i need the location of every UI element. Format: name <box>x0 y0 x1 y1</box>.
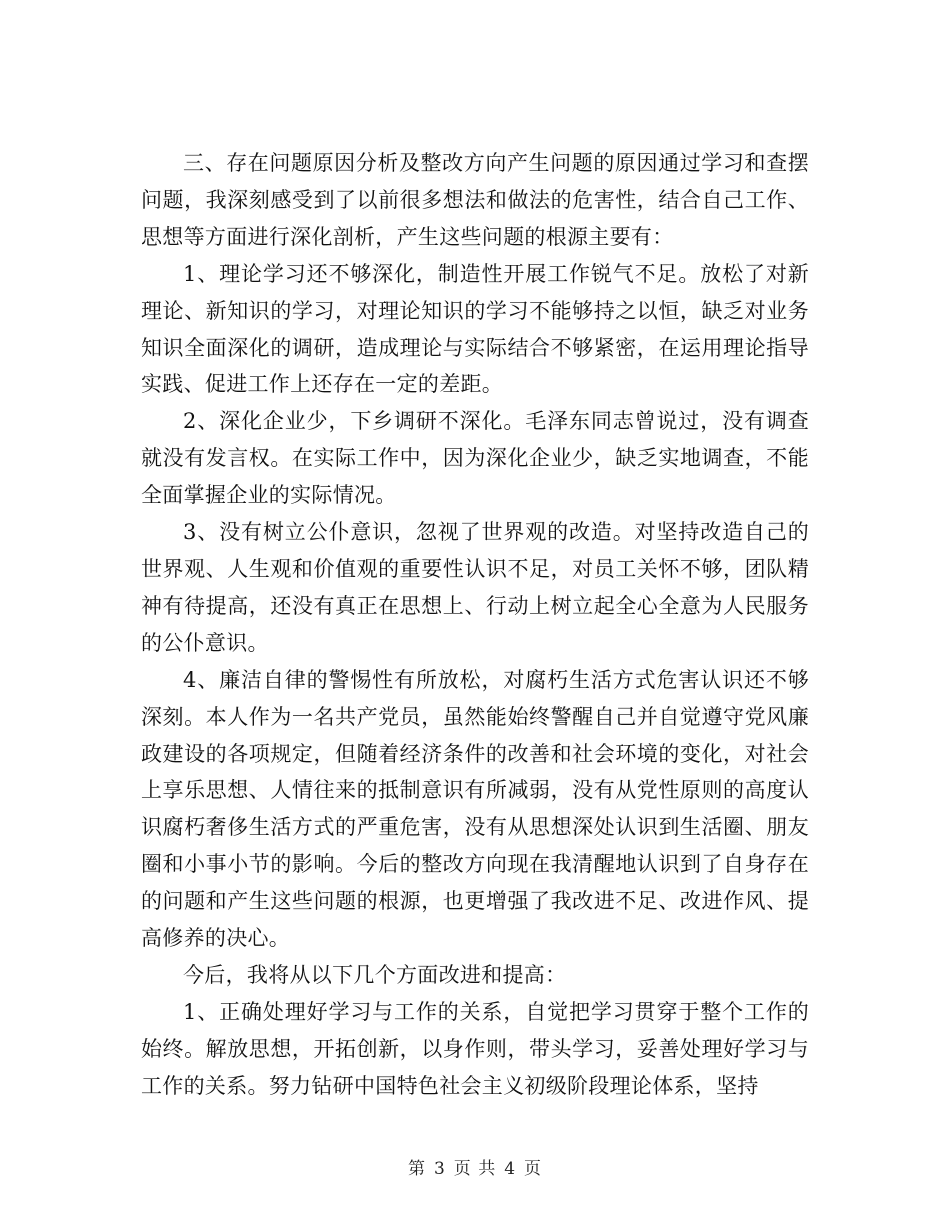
document-body <box>141 145 809 1105</box>
footer-suffix: 页 <box>524 1159 543 1179</box>
footer-middle: 页 共 <box>453 1159 497 1179</box>
footer-total-pages: 4 <box>504 1159 517 1179</box>
paragraph-public-servant: 3、没有树立公仆意识，忽视了世界观的改造。对坚持改造自己的世界观、人生观和价值观的重要性认识不足，对员工关怀不够，团队精神有待提高，还没有真正在思想上、行动上树立起全心全意为人民服务的公仆意识。 <box>141 520 809 655</box>
paragraph-integrity: 4、廉洁自律的警惕性有所放松，对腐朽生活方式危害认识还不够深刻。本人作为一名共产党员，虽然能始终警醒自己并自觉遵守党风廉政建设的各项规定，但随着经济条件的改善和社会环境的变化，对社会上享乐思想、人情往来的抵制意识有所减弱，没有从党性原则的高度认识腐朽奢侈生活方式的严重危害，没有从思想深处认识到生活圈、朋友圈和小事小节的影响。今后的整改方向现在我清醒地认识到了自身存在的问题和产生这些问题的根源，也更增强了我改进不足、改进作风、提高修养的决心。 <box>141 667 809 951</box>
paragraph-field-research: 2、深化企业少，下乡调研不深化。毛泽东同志曾说过，没有调查就没有发言权。在实际工作中，因为深化企业少，缺乏实地调查，不能全面掌握企业的实际情况。 <box>141 409 809 508</box>
page-footer <box>0 1154 950 1179</box>
paragraph-cause-analysis: 三、存在问题原因分析及整改方向产生问题的原因通过学习和查摆问题，我深刻感受到了以前很多想法和做法的危害性，结合自己工作、思想等方面进行深化剖析，产生这些问题的根源主要有： <box>141 151 809 249</box>
paragraph-theory-study: 1、理论学习还不够深化，制造性开展工作锐气不足。放松了对新理论、新知识的学习，对理论知识的学习不能够持之以恒，缺乏对业务知识全面深化的调研，造成理论与实际结合不够紧密，在运用理论指导实践、促进工作上还存在一定的差距。 <box>141 261 809 397</box>
paragraph-study-work: 1、正确处理好学习与工作的关系，自觉把学习贯穿于整个工作的始终。解放思想，开拓创新，以身作则，带头学习，妥善处理好学习与工作的关系。努力钻研中国特色社会主义初级阶段理论体系，坚持 <box>141 999 809 1098</box>
footer-prefix: 第 <box>407 1159 426 1179</box>
paragraph-improvement-intro: 今后，我将从以下几个方面改进和提高： <box>183 962 567 987</box>
footer-current-page: 3 <box>433 1159 446 1179</box>
